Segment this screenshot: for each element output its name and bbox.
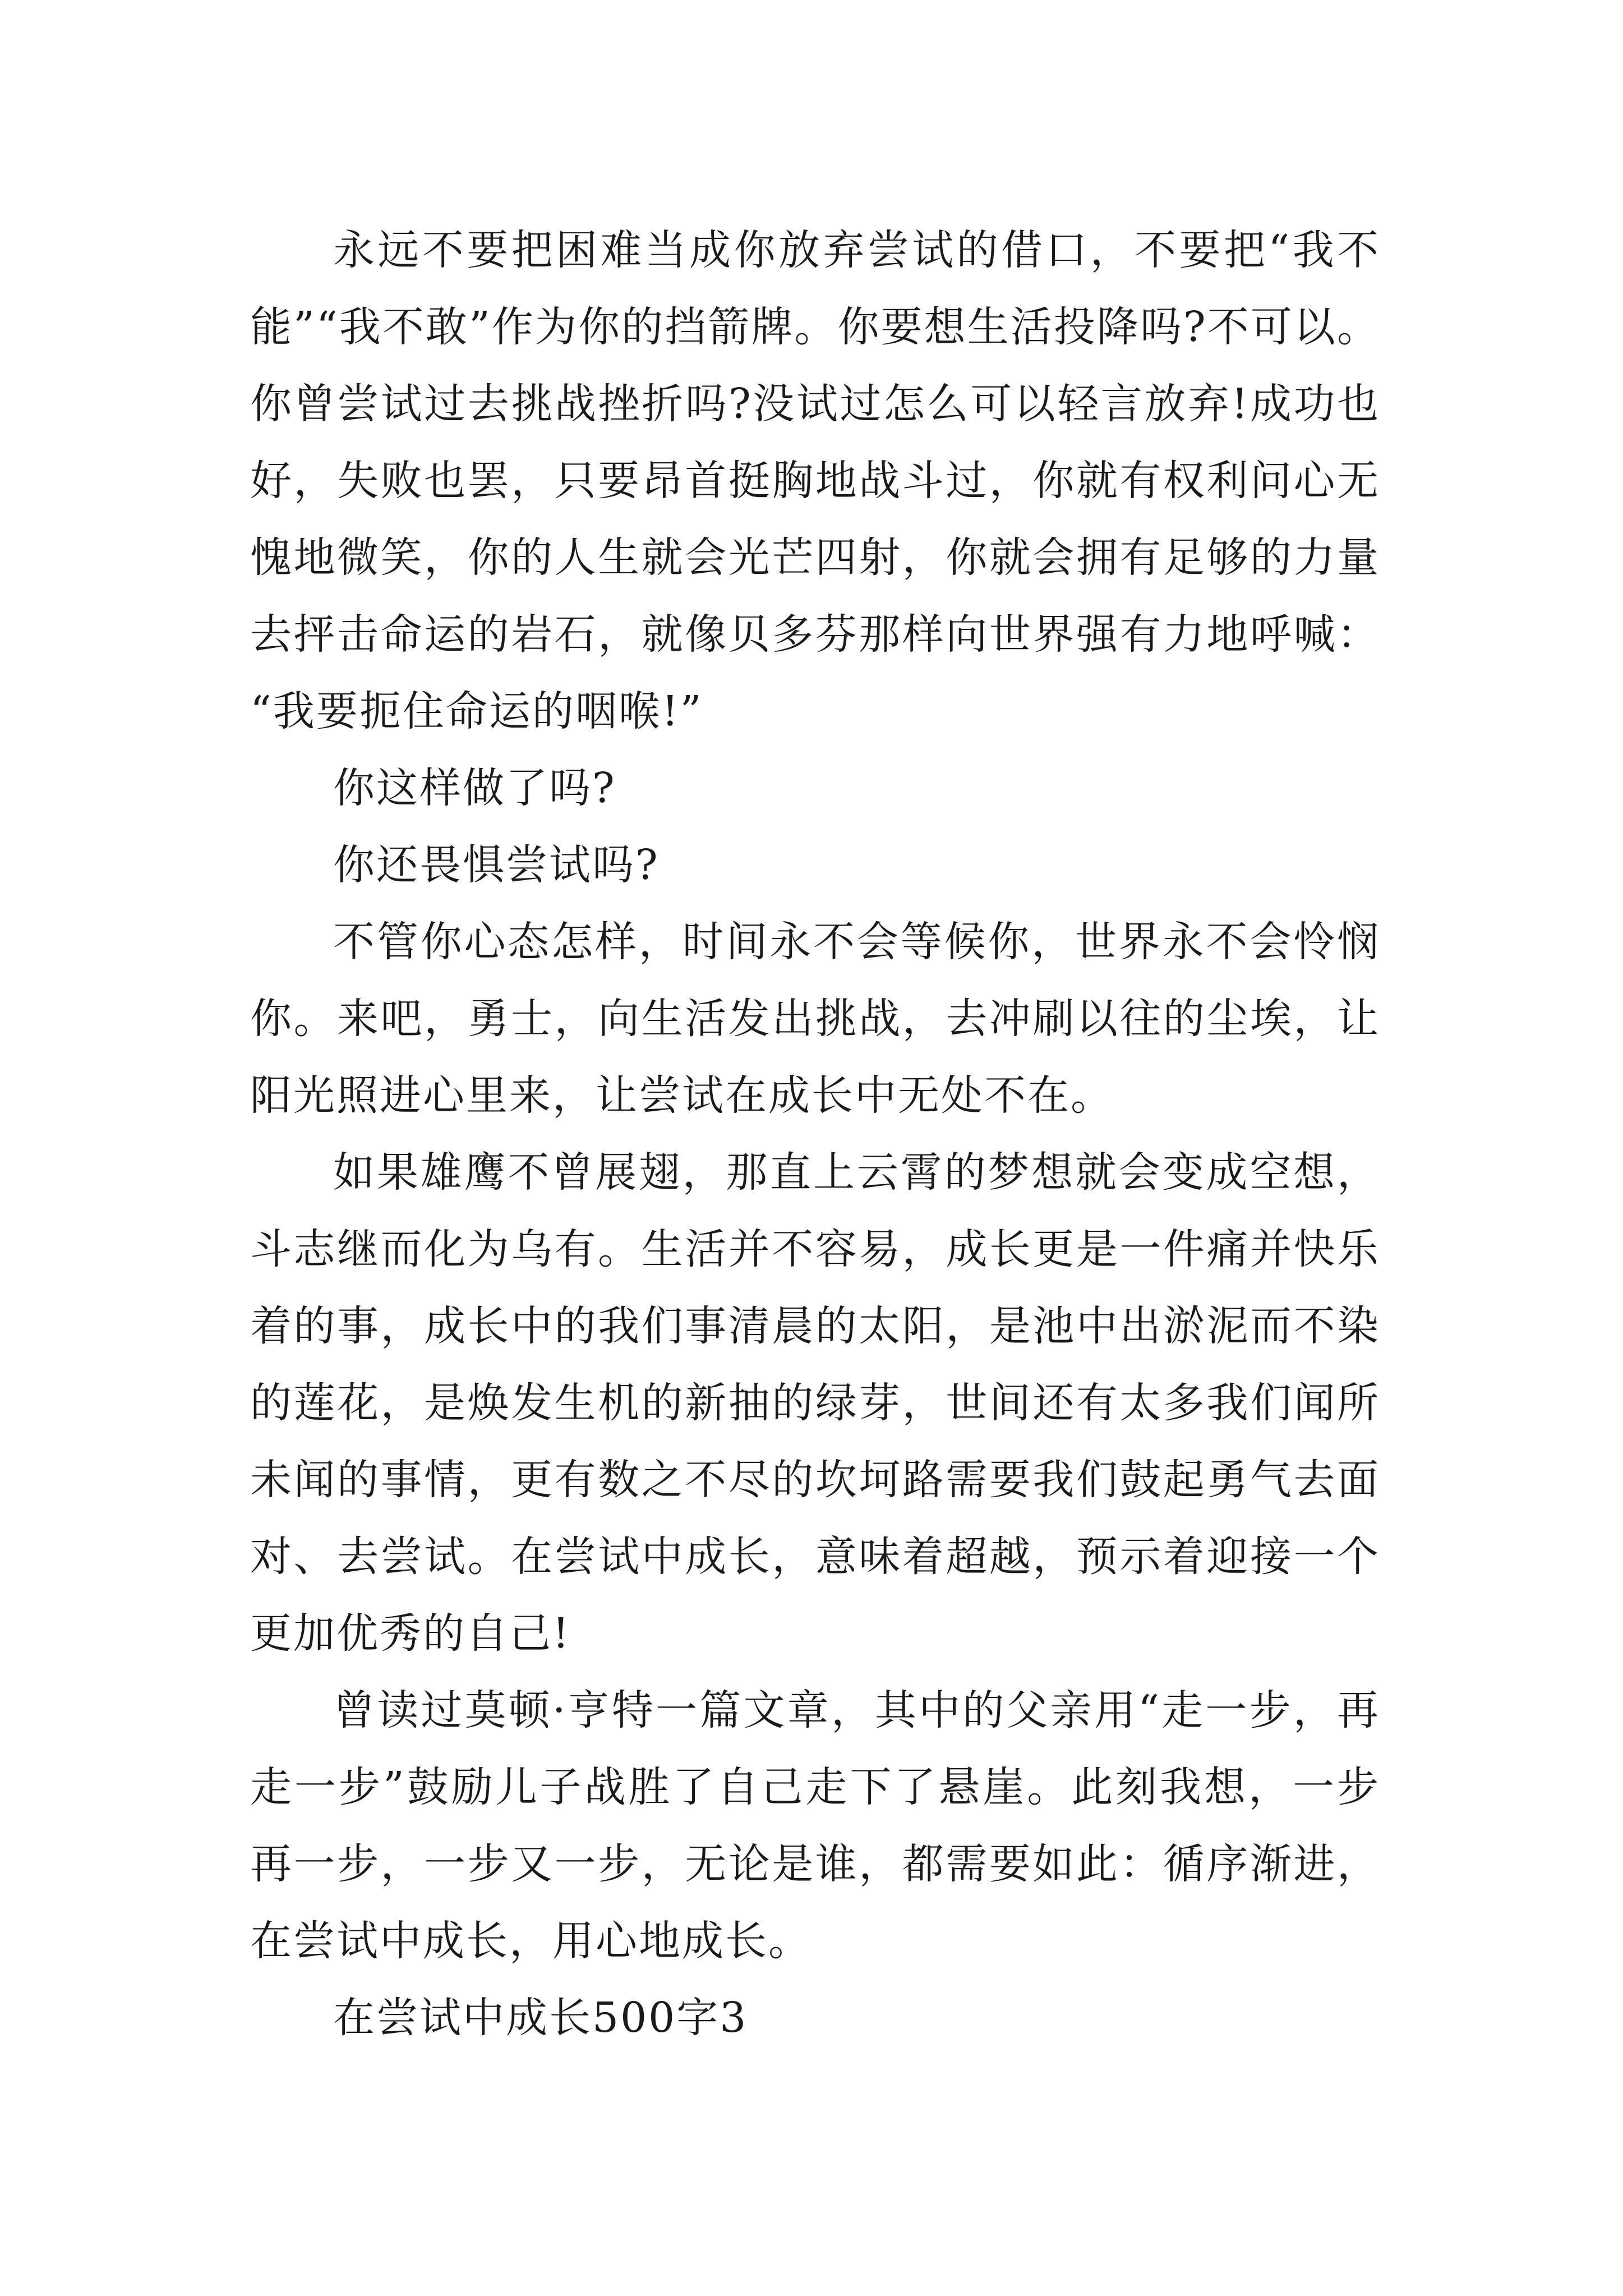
document-body: [250, 212, 1380, 2056]
paragraph-5: 如果雄鹰不曾展翅，那直上云霄的梦想就会变成空想，斗志继而化为乌有。生活并不容易，成长更是一件痛并快乐着的事，成长中的我们事清晨的太阳，是池中出淤泥而不染的莲花，是焕发生机的新抽的绿芽，世间还有太多我们闻所未闻的事情，更有数之不尽的坎坷路需要我们鼓起勇气去面对、去尝试。在尝试中成长，意味着超越，预示着迎接一个更加优秀的自己!: [250, 1148, 1380, 1658]
paragraph-3: 你还畏惧尝试吗?: [333, 841, 660, 889]
paragraph-6: 曾读过莫顿·亨特一篇文章，其中的父亲用“走一步，再走一步”鼓励儿子战胜了自己走下了悬崖。此刻我想，一步再一步，一步又一步，无论是谁，都需要如此：循序渐进，在尝试中成长，用心地成长。: [250, 1686, 1380, 1965]
paragraph-1: 永远不要把困难当成你放弃尝试的借口，不要把“我不能”“我不敢”作为你的挡箭牌。你要想生活投降吗?不可以。你曾尝试过去挑战挫折吗?没试过怎么可以轻言放弃!成功也好，失败也罢，只要昂首挺胸地战斗过，你就有权利问心无愧地微笑，你的人生就会光芒四射，你就会拥有足够的力量去抨击命运的岩石，就像贝多芬那样向世界强有力地呼喊：“我要扼住命运的咽喉!”: [250, 226, 1380, 735]
paragraph-2: 你这样做了吗?: [333, 764, 616, 812]
section-heading: 在尝试中成长500字3: [333, 1994, 748, 2042]
paragraph-4: 不管你心态怎样，时间永不会等候你，世界永不会怜悯你。来吧，勇士，向生活发出挑战，去冲刷以往的尘埃，让阳光照进心里来，让尝试在成长中无处不在。: [250, 918, 1380, 1120]
